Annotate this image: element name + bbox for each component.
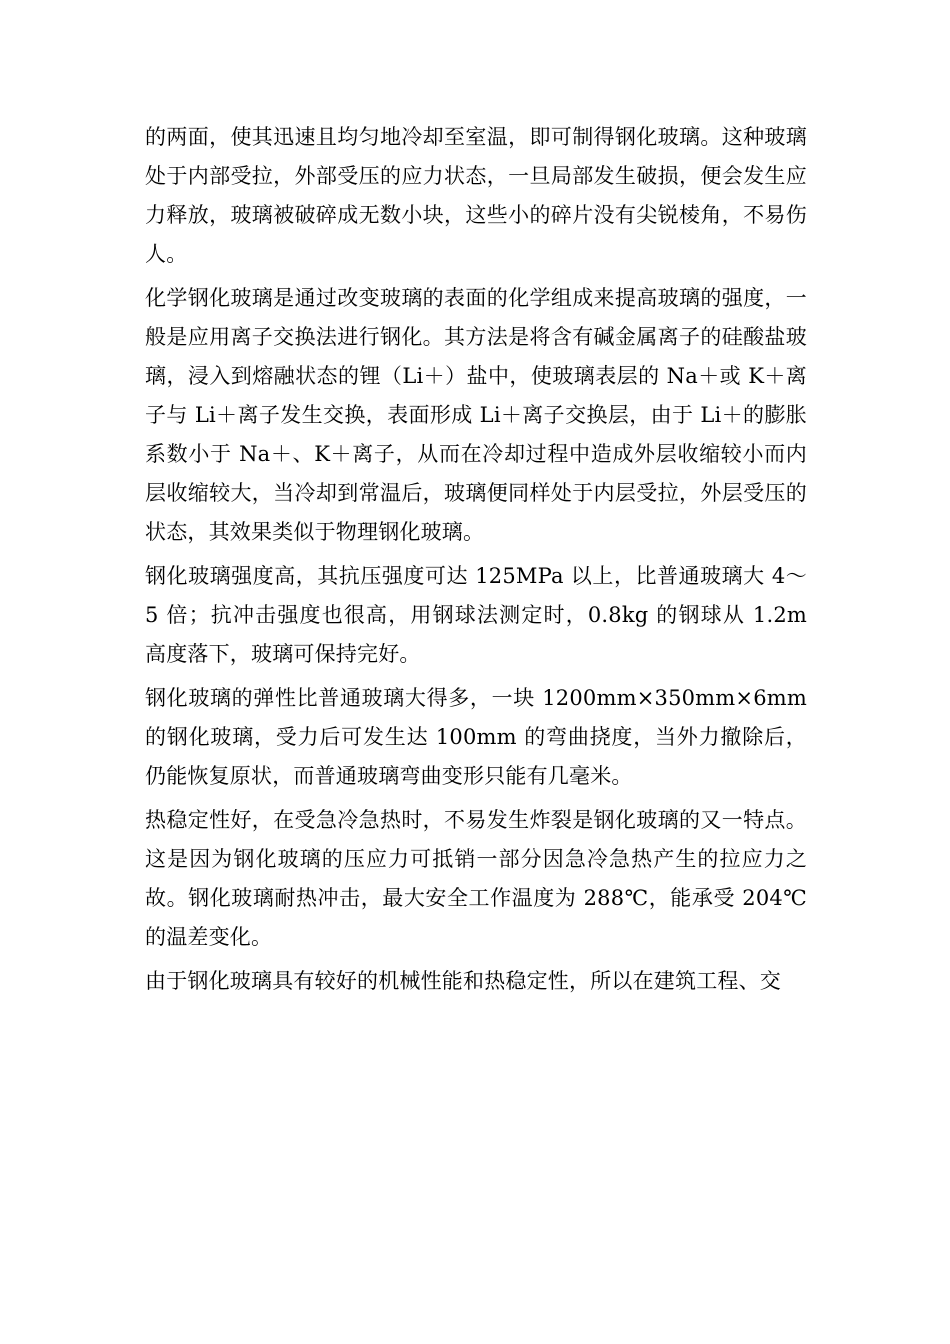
- paragraph-applications: 由于钢化玻璃具有较好的机械性能和热稳定性，所以在建筑工程、交: [145, 969, 781, 993]
- document-body: [145, 118, 807, 1006]
- paragraph-strength: 钢化玻璃强度高，其抗压强度可达 125MPa 以上，比普通玻璃大 4～5 倍；抗冲击强度也很高，用钢球法测定时，0.8kg 的钢球从 1.2m 高度落下，玻璃可保持完好。: [145, 564, 807, 666]
- paragraph-chemical-tempering: 化学钢化玻璃是通过改变玻璃的表面的化学组成来提高玻璃的强度，一般是应用离子交换法进行钢化。其方法是将含有碱金属离子的硅酸盐玻璃，浸入到熔融状态的锂（Li＋）盐中，使玻璃表层的 Na＋或 K＋离子与 Li＋离子发生交换，表面形成 Li＋离子交换层，由于 Li＋的膨胀系数小于 Na＋、K＋离子，从而在冷却过程中造成外层收缩较小而内层收缩较大，当冷却到常温后，玻璃便同样处于内层受拉，外层受压的状态，其效果类似于物理钢化玻璃。: [145, 286, 807, 544]
- paragraph-tempering-continuation: 的两面，使其迅速且均匀地冷却至室温，即可制得钢化玻璃。这种玻璃处于内部受拉，外部受压的应力状态，一旦局部发生破损，便会发生应力释放，玻璃被破碎成无数小块，这些小的碎片没有尖锐棱角，不易伤人。: [145, 125, 807, 266]
- paragraph-thermal-stability: 热稳定性好，在受急冷急热时，不易发生炸裂是钢化玻璃的又一特点。这是因为钢化玻璃的压应力可抵销一部分因急冷急热产生的拉应力之故。钢化玻璃耐热冲击，最大安全工作温度为 288℃，能承受 204℃的温差变化。: [145, 808, 807, 949]
- paragraph-elasticity: 钢化玻璃的弹性比普通玻璃大得多，一块 1200mm×350mm×6mm 的钢化玻璃，受力后可发生达 100mm 的弯曲挠度，当外力撤除后，仍能恢复原状，而普通玻璃弯曲变形只能有几毫米。: [145, 686, 807, 788]
